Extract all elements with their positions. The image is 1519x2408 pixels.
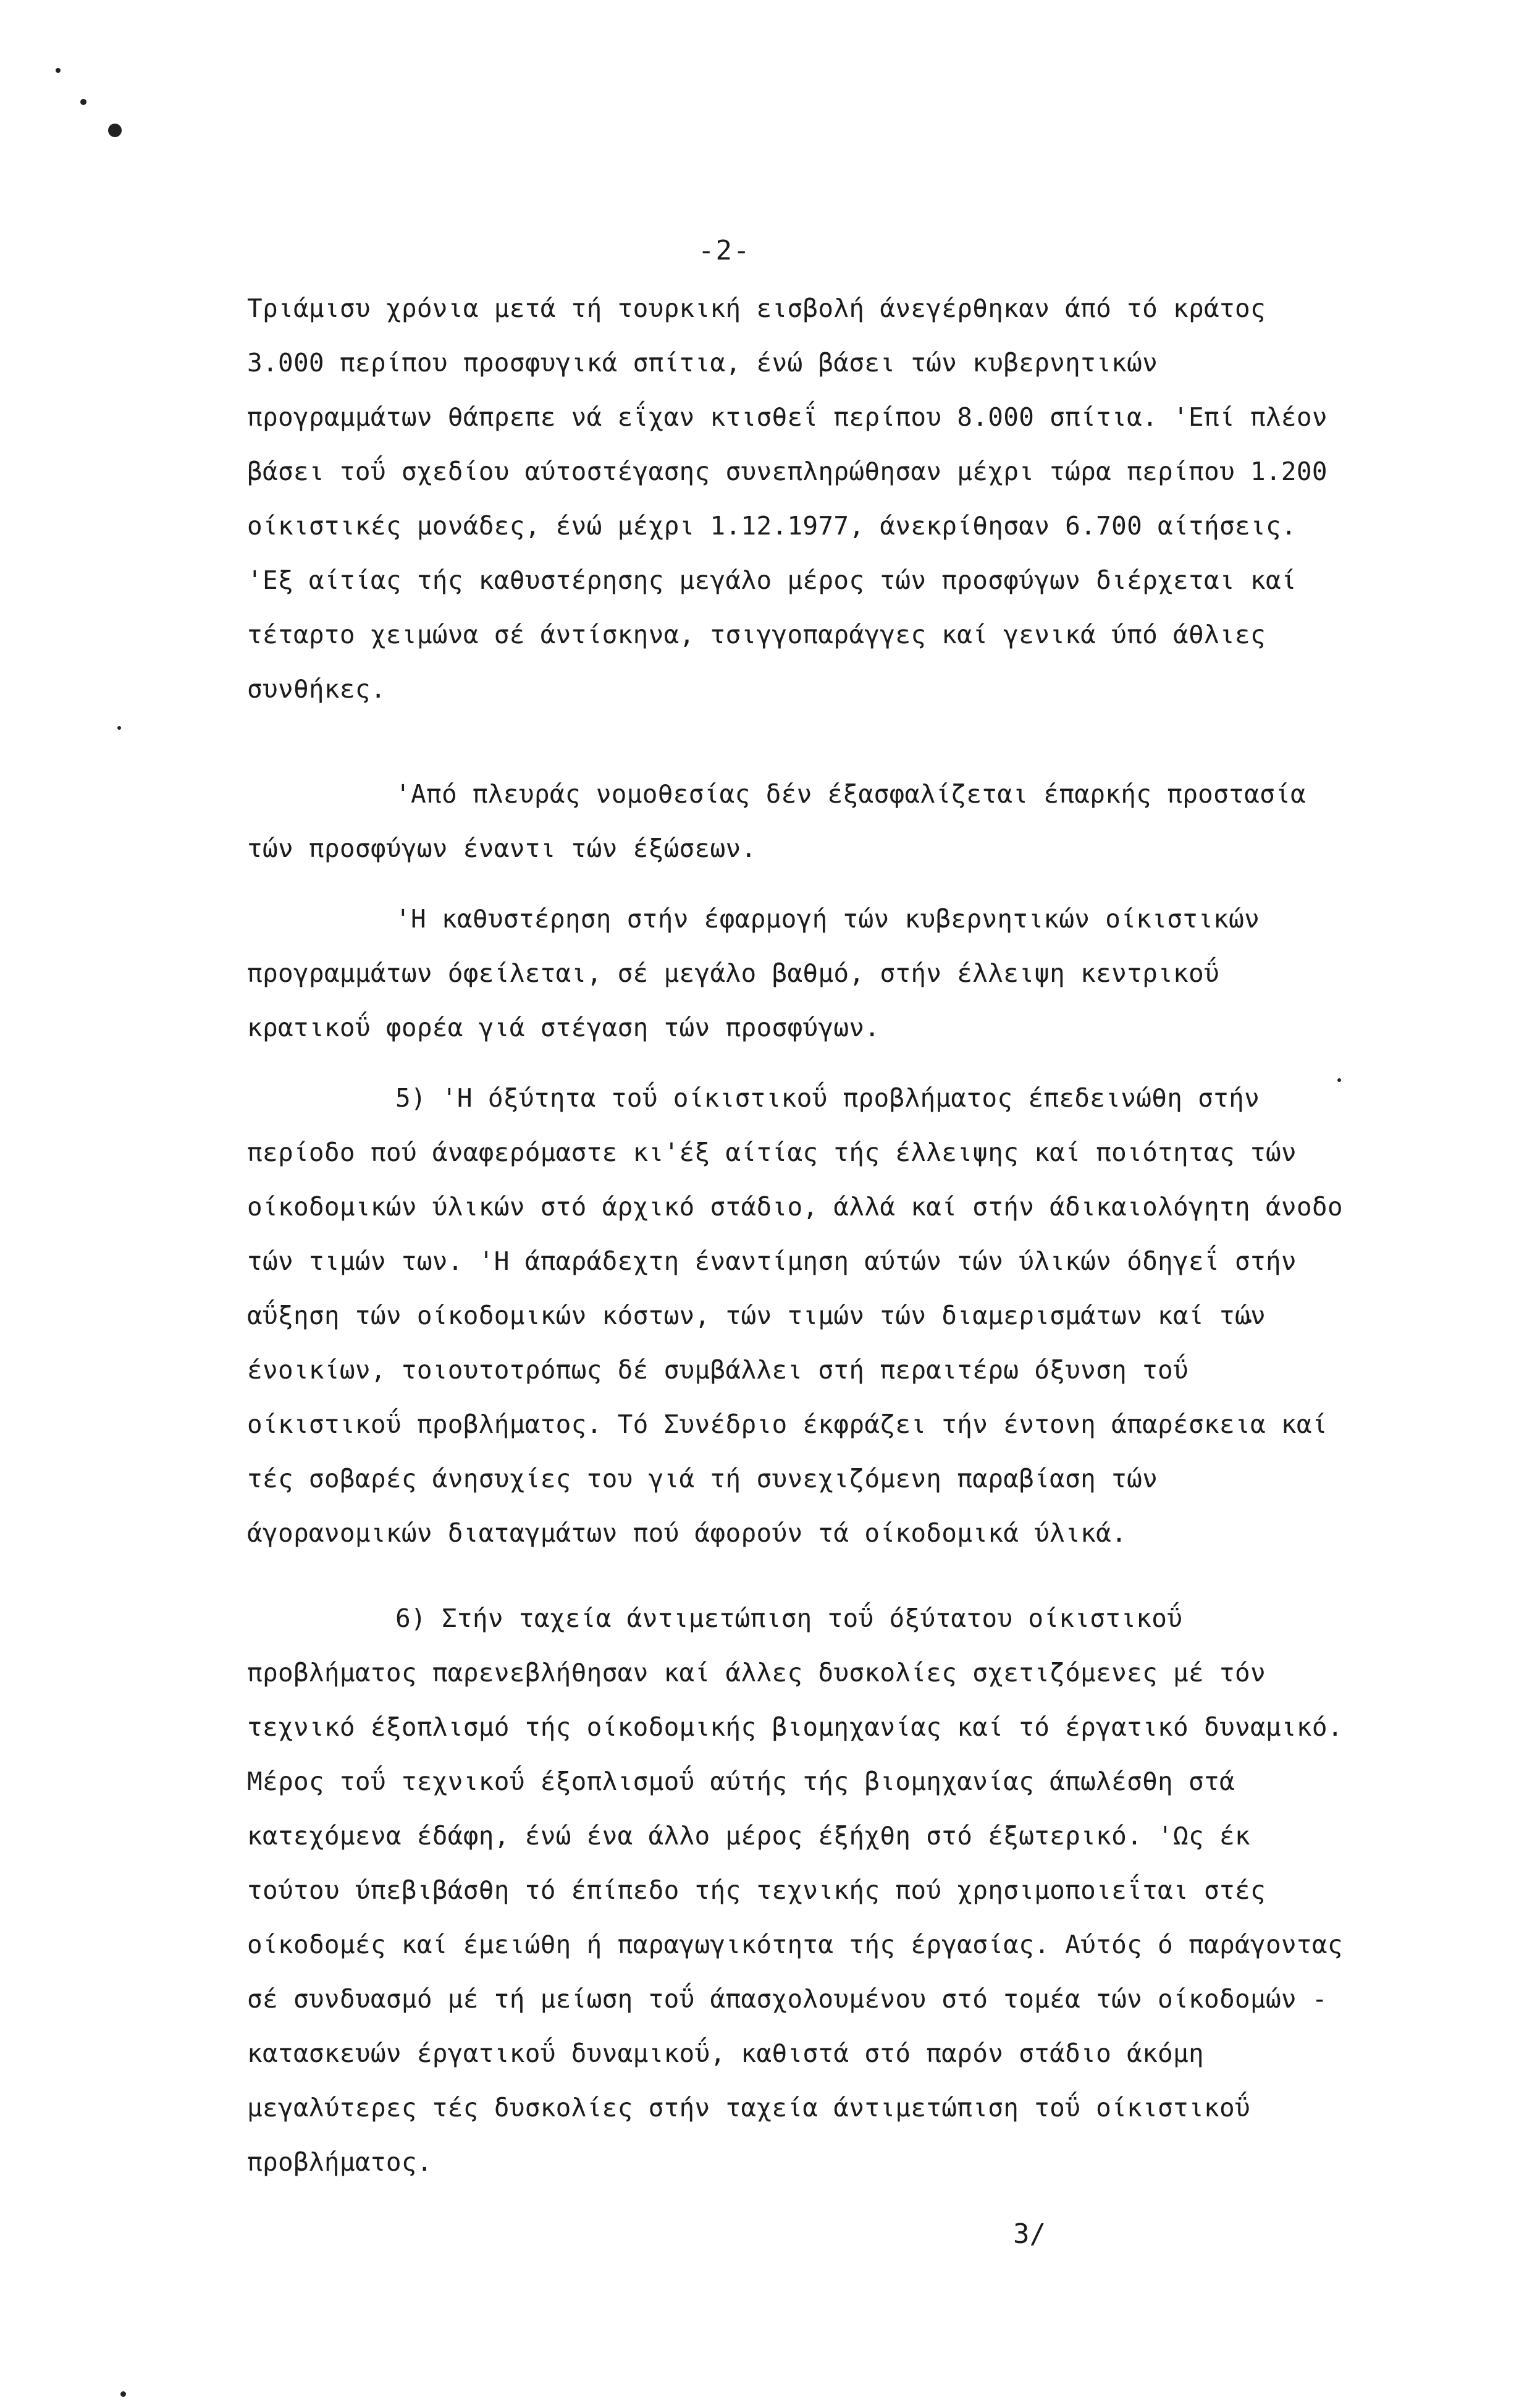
ink-speck — [108, 124, 122, 137]
page-number: -2- — [698, 235, 751, 266]
paragraph-legislation: 'Από πλευράς νομοθεσίας δέν έξασφαλίζεται έπαρκής προστασία τών προσφύγων έναντι τών έξώσεων. — [247, 779, 1307, 863]
ink-speck — [56, 68, 61, 73]
ink-speck — [80, 99, 86, 105]
body-text — [247, 281, 1347, 2189]
paragraph-housing-progress: Τριάμισυ χρόνια μετά τή τουρκική εισβολή άνεγέρθηκαν άπό τό κράτος 3.000 περίπου προσφυγικά σπίτια, ένώ βάσει τών κυβερνητικών προγραμμάτων θάπρεπε νά εΐχαν κτισθεΐ περίπου 8.000 σπίτια. 'Επί πλέον βάσει τοΰ σχεδίου αύτοστέγασης συνεπληρώθησαν μέχρι τώρα περίπου 1.200 οίκιστικές μονάδες, ένώ μέχρι 1.12.1977, άνεκρίθησαν 6.700 αίτήσεις. 'Εξ αίτίας τής καθυστέρησης μεγάλο μέρος τών προσφύγων διέρχεται καί τέταρτο χειμώνα σέ άντίσκηνα, τσιγγοπαράγγες καί γενικά ύπό άθλιες συνθήκες. — [247, 294, 1328, 704]
ink-speck — [120, 2391, 126, 2397]
paragraph-delay-cause: 'Η καθυστέρηση στήν έφαρμογή τών κυβερνητικών οίκιστικών προγραμμάτων όφείλεται, σέ μεγάλο βαθμό, στήν έλλειψη κεντρικοΰ κρατικοΰ φορέα γιά στέγαση τών προσφύγων. — [247, 904, 1260, 1042]
paragraph-point-6: 6) Στήν ταχεία άντιμετώπιση τοΰ όξύτατου οίκιστικοΰ προβλήματος παρενεβλήθησαν καί άλλες δυσκολίες σχετιζόμενες μέ τόν τεχνικό έξοπλισμό τής οίκοδομικής βιομηχανίας καί τό έργατικό δυναμικό. Μέρος τοΰ τεχνικοΰ έξοπλισμοΰ αύτής τής βιομηχανίας άπωλέσθη στά κατεχόμενα έδάφη, ένώ ένα άλλο μέρος έξήχθη στό έξωτερικό. 'Ως έκ τούτου ύπεβιβάσθη τό έπίπεδο τής τεχνικής πού χρησιμοποιεΐται στές οίκοδομές καί έμειώθη ή παραγωγικότητα τής έργασίας. Αύτός ό παράγοντας σέ συνδυασμό μέ τή μείωση τοΰ άπασχολουμένου στό τομέα τών οίκοδομών - κατασκευών έργατικοΰ δυναμικοΰ, καθιστά στό παρόν στάδιο άκόμη μεγαλύτερες τές δυσκολίες στήν ταχεία άντιμετώπιση τοΰ οίκιστικοΰ προβλήματος. — [247, 1603, 1343, 2177]
ink-speck — [117, 726, 121, 730]
continuation-marker: 3/ — [1013, 2218, 1046, 2250]
paragraph-point-5: 5) 'Η όξύτητα τοΰ οίκιστικοΰ προβλήματος έπεδεινώθη στήν περίοδο πού άναφερόμαστε κι'έξ αίτίας τής έλλειψης καί ποιότητας τών οίκοδομικών ύλικών στό άρχικό στάδιο, άλλά καί στήν άδικαιολόγητη άνοδο τών τιμών των. 'Η άπαράδεχτη έναντίμηση αύτών τών ύλικών όδηγεΐ στήν αΰξηση τών οίκοδομικών κόστων, τών τιμών τών διαμερισμάτων καί τών ένοικίων, τοιουτοτρόπως δέ συμβάλλει στή περαιτέρω όξυνση τοΰ οίκιστικοΰ προβλήματος. Τό Συνέδριο έκφράζει τήν έντονη άπαρέσκεια καί τές σοβαρές άνησυχίες του γιά τή συνεχιζόμενη παραβίαση τών άγορανομικών διαταγμάτων πού άφορούν τά οίκοδομικά ύλικά. — [247, 1083, 1343, 1548]
